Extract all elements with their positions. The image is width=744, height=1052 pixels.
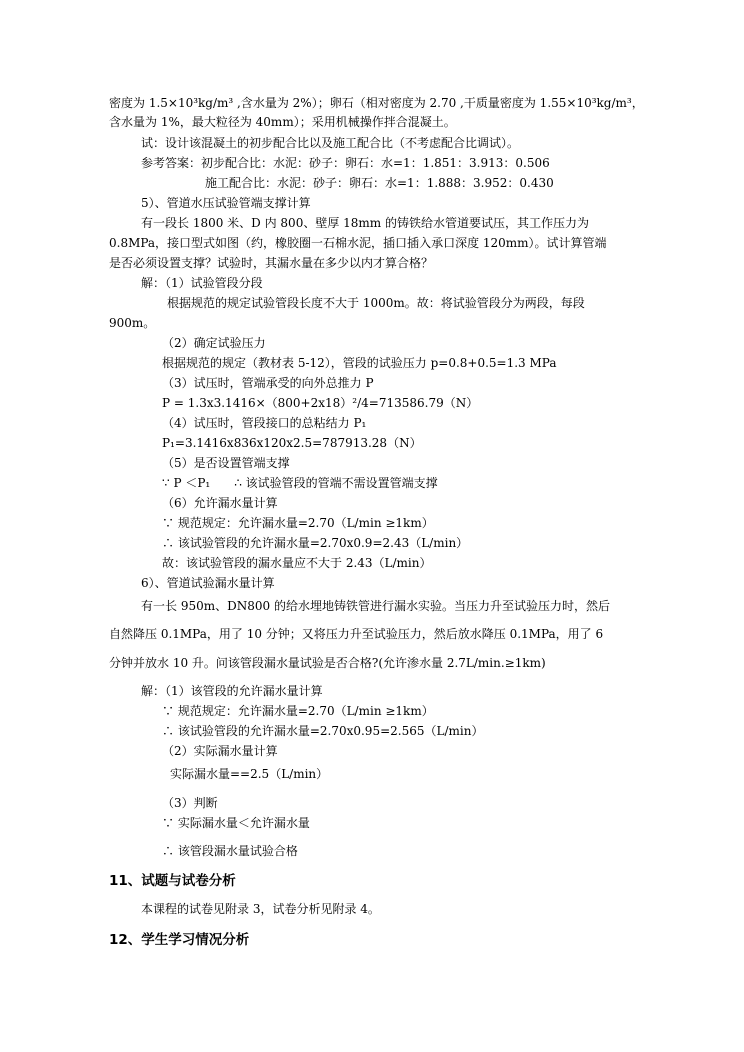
- text-line: （3）试压时，管端承受的向外总推力 P: [162, 376, 374, 390]
- text-line: 本课程的试卷见附录 3，试卷分析见附录 4。: [141, 902, 380, 916]
- text-line: ∵ 实际漏水量＜允许漏水量: [162, 816, 310, 830]
- heading-11: 11、试题与试卷分析: [109, 873, 236, 889]
- text-line: ∵ 规范规定：允许漏水量=2.70（L/min ≥1km）: [162, 704, 434, 718]
- text-line: 参考答案：初步配合比：水泥：砂子：卵石：水=1：1.851：3.913：0.506: [141, 156, 550, 170]
- text-line: 施工配合比：水泥：砂子：卵石：水=1：1.888：3.952：0.430: [205, 176, 554, 190]
- text-line: 0.8MPa，接口型式如图（约，橡胶圈一石棉水泥，插口插入承口深度 120mm）。试计算管端: [109, 236, 607, 250]
- section-title: 5）、管道水压试验管端支撑计算: [141, 196, 311, 210]
- text-line: ∵ 规范规定：允许漏水量=2.70（L/min ≥1km）: [162, 516, 434, 530]
- text-line: 有一长 950m、DN800 的给水埋地铸铁管进行漏水实验。当压力升至试验压力时，然后: [141, 599, 610, 613]
- text-line: P = 1.3x3.1416×（800+2x18）²/4=713586.79（N）: [162, 396, 479, 410]
- text-line: 自然降压 0.1MPa，用了 10 分钟；又将压力升至试验压力，然后放水降压 0.1MPa，用了 6: [109, 627, 604, 641]
- text-line: （4）试压时，管段接口的总粘结力 P₁: [162, 416, 367, 430]
- text-line: 根据规范的规定试验管段长度不大于 1000m。故：将试验管段分为两段，每段: [167, 296, 585, 310]
- text-line: （3）判断: [162, 796, 218, 810]
- text-line: ∴ 该管段漏水量试验合格: [162, 844, 298, 858]
- text-line: 试：设计该混凝土的初步配合比以及施工配合比（不考虑配合比调试）。: [141, 136, 520, 150]
- text-line: ∴ 该试验管段的允许漏水量=2.70x0.95=2.565（L/min）: [162, 724, 484, 738]
- text-line: （5）是否设置管端支撑: [162, 456, 290, 470]
- text-line: 900m。: [109, 316, 156, 330]
- text-line: ∵ P ＜P₁ ∴ 该试验管段的管端不需设置管端支撑: [162, 476, 438, 490]
- text-line: 根据规范的规定（教材表 5-12），管段的试验压力 p=0.8+0.5=1.3 MPa: [162, 356, 557, 370]
- text-line: 密度为 1.5×10³kg/m³ ,含水量为 2%）；卵石（相对密度为 2.70 ,干质量密度为 1.55×10³kg/m³，: [109, 96, 644, 110]
- text-line: 故：该试验管段的漏水量应不大于 2.43（L/min）: [162, 556, 432, 570]
- text-line: 有一段长 1800 米、D 内 800、壁厚 18mm 的铸铁给水管道要试压，其工作压力为: [141, 216, 589, 230]
- text-line: 解：（1）该管段的允许漏水量计算: [141, 684, 323, 698]
- section-title: 6）、管道试验漏水量计算: [141, 576, 275, 590]
- text-line: （6）允许漏水量计算: [162, 496, 278, 510]
- text-line: 是否必须设置支撑？试验时，其漏水量在多少以内才算合格？: [109, 256, 434, 270]
- text-line: 实际漏水量==2.5（L/min）: [170, 767, 329, 781]
- text-line: 含水量为 1%，最大粒径为 40mm）；采用机械操作拌合混凝土。: [109, 115, 456, 129]
- text-line: P₁=3.1416x836x120x2.5=787913.28（N）: [162, 436, 422, 450]
- text-line: （2）实际漏水量计算: [162, 744, 278, 758]
- text-line: （2）确定试验压力: [162, 336, 266, 350]
- text-line: 分钟并放水 10 升。问该管段漏水量试验是否合格?(允许渗水量 2.7L/min.≥1km): [109, 656, 546, 670]
- text-line: ∴ 该试验管段的允许漏水量=2.70x0.9=2.43（L/min）: [162, 536, 469, 550]
- heading-12: 12、学生学习情况分析: [109, 932, 250, 948]
- text-line: 解：（1）试验管段分段: [141, 276, 263, 290]
